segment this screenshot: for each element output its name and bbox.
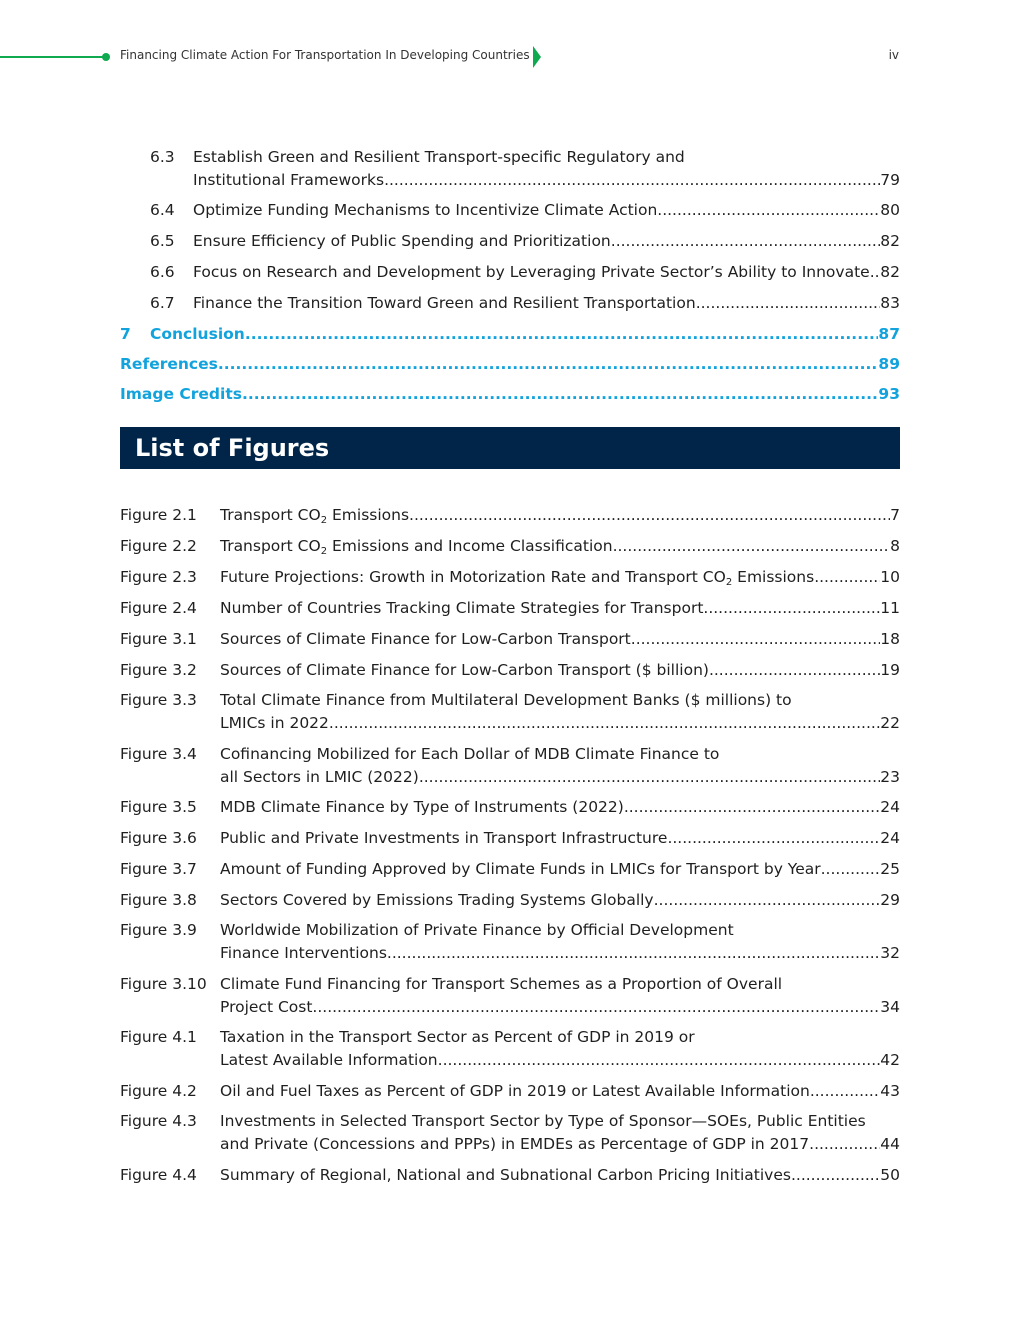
figure-page: 8 (890, 537, 900, 555)
figure-title-line1: Worldwide Mobilization of Private Finance by Official Development (220, 921, 734, 939)
dot-leader (438, 1049, 881, 1072)
figure-title-text: all Sectors in LMIC (2022) (220, 768, 419, 786)
toc-entry-number: 6.7 (150, 294, 175, 312)
figure-title-text: Sectors Covered by Emissions Trading Systems Globally (220, 891, 654, 909)
figure-title (220, 1164, 791, 1187)
toc-chapter-text: Conclusion (150, 325, 245, 343)
toc-chapter-page: 93 (878, 385, 900, 403)
dot-leader (821, 858, 881, 881)
figure-label: Figure 3.8 (120, 891, 197, 909)
figure-title-text: Number of Countries Tracking Climate Strategies for Transport (220, 599, 704, 617)
figure-title-text: and Private (Concessions and PPPs) in EMDEs as Percentage of GDP in 2017 (220, 1135, 810, 1153)
dot-leader (657, 199, 880, 222)
dot-leader (218, 353, 879, 376)
figure-title-text: Emissions and Income Classification (327, 537, 613, 555)
figure-label: Figure 4.3 (120, 1112, 197, 1130)
figure-title-text: MDB Climate Finance by Type of Instruments (2022) (220, 798, 624, 816)
figure-page: 23 (880, 768, 900, 786)
figure-page: 25 (880, 860, 900, 878)
figure-title-text: Latest Available Information (220, 1051, 438, 1069)
figure-title (220, 942, 387, 965)
figure-page: 10 (880, 568, 900, 586)
figure-label: Figure 4.2 (120, 1082, 197, 1100)
running-title: Financing Climate Action For Transportation In Developing Countries (120, 48, 530, 62)
header-rule (0, 56, 104, 58)
figure-title-text: Sources of Climate Finance for Low-Carbon Transport ($ billion) (220, 661, 709, 679)
dot-leader (631, 628, 881, 651)
figure-title-text: Emissions (327, 506, 410, 524)
figure-title (220, 1049, 438, 1072)
figure-page: 44 (880, 1135, 900, 1153)
figure-title-line1: Total Climate Finance from Multilateral Development Banks ($ millions) to (220, 691, 792, 709)
list-of-figures-title: List of Figures (135, 434, 330, 462)
figure-label: Figure 3.7 (120, 860, 197, 878)
figure-title-line1: Cofinancing Mobilized for Each Dollar of MDB Climate Finance to (220, 745, 720, 763)
dot-leader (419, 766, 880, 789)
toc-entry-page: 79 (880, 171, 900, 189)
figure-page: 7 (890, 506, 900, 524)
figure-title (220, 1080, 810, 1103)
dot-leader (613, 535, 891, 558)
figure-page: 22 (880, 714, 900, 732)
dot-leader (696, 292, 881, 315)
figure-page: 34 (880, 998, 900, 1016)
toc-chapter-number: 7 (120, 325, 131, 343)
toc-entry-page: 82 (880, 232, 900, 250)
figure-label: Figure 3.5 (120, 798, 197, 816)
figure-title-text: Emissions (732, 568, 815, 586)
figure-label: Figure 3.4 (120, 745, 197, 763)
figure-page: 43 (880, 1082, 900, 1100)
toc-entry-text: Optimize Funding Mechanisms to Incentivize Climate Action (193, 201, 658, 219)
dot-leader (709, 659, 880, 682)
subscript: 2 (320, 546, 328, 557)
figure-title (220, 996, 312, 1019)
figure-title-text: Summary of Regional, National and Subnational Carbon Pricing Initiatives (220, 1166, 791, 1184)
dot-leader (814, 566, 880, 589)
figure-label: Figure 3.9 (120, 921, 197, 939)
dot-leader (624, 796, 880, 819)
dot-leader (654, 889, 881, 912)
figure-title (220, 1133, 809, 1156)
figure-title (220, 659, 709, 682)
toc-entry-text: Finance the Transition Toward Green and Resilient Transportation (193, 294, 696, 312)
toc-entry-page: 83 (880, 294, 900, 312)
figure-label: Figure 2.4 (120, 599, 197, 617)
figure-title (220, 766, 419, 789)
toc-chapter-text: Image Credits (120, 385, 242, 403)
figure-page: 19 (880, 661, 900, 679)
dot-leader (791, 1164, 880, 1187)
toc-chapter-page: 89 (878, 355, 900, 373)
figure-label: Figure 4.1 (120, 1028, 197, 1046)
figure-page: 11 (880, 599, 900, 617)
dot-leader (312, 996, 880, 1019)
figure-page: 42 (880, 1051, 900, 1069)
figure-title-text: Amount of Funding Approved by Climate Funds in LMICs for Transport by Year (220, 860, 821, 878)
dot-leader (245, 323, 879, 346)
toc-entry-page: 82 (880, 263, 900, 281)
figure-label: Figure 3.3 (120, 691, 197, 709)
figure-title-text: LMICs in 2022 (220, 714, 329, 732)
dot-leader (242, 383, 878, 406)
toc-entry-number: 6.3 (150, 148, 175, 166)
figure-page: 29 (880, 891, 900, 909)
figure-title (220, 858, 821, 881)
dot-leader (810, 1080, 880, 1103)
dot-leader (329, 712, 880, 735)
figure-title (220, 827, 667, 850)
figure-title-text: Finance Interventions (220, 944, 387, 962)
figure-title-text: Transport CO (220, 537, 321, 555)
dot-leader (409, 504, 890, 527)
subscript: 2 (320, 515, 328, 526)
toc-entry-number: 6.4 (150, 201, 175, 219)
dot-leader (384, 169, 880, 192)
figure-title-text: Project Cost (220, 998, 313, 1016)
figure-page: 24 (880, 798, 900, 816)
figure-title (220, 628, 631, 651)
figure-title-text: Sources of Climate Finance for Low-Carbon Transport (220, 630, 631, 648)
page-number: iv (888, 48, 899, 62)
figure-title-text: Transport CO (220, 506, 321, 524)
figure-label: Figure 2.3 (120, 568, 197, 586)
dot-leader (870, 261, 881, 284)
header-arrow-icon (533, 46, 541, 68)
figure-label: Figure 2.2 (120, 537, 197, 555)
toc-chapter-page: 87 (878, 325, 900, 343)
figure-title (220, 796, 624, 819)
figure-title-line1: Investments in Selected Transport Sector by Type of Sponsor—SOEs, Public Entities (220, 1112, 866, 1130)
toc-entry-number: 6.6 (150, 263, 175, 281)
figure-label: Figure 2.1 (120, 506, 197, 524)
figure-title-line1: Taxation in the Transport Sector as Percent of GDP in 2019 or (220, 1028, 695, 1046)
figure-title (220, 597, 703, 620)
figure-title (220, 535, 613, 558)
toc-entry-text-line2: Institutional Frameworks (193, 171, 385, 189)
figure-title (220, 504, 409, 527)
figure-title-line1: Climate Fund Financing for Transport Schemes as a Proportion of Overall (220, 975, 783, 993)
figure-title (220, 566, 814, 589)
figure-page: 24 (880, 829, 900, 847)
figure-page: 18 (880, 630, 900, 648)
dot-leader (809, 1133, 880, 1156)
figure-title (220, 889, 654, 912)
header-dot-icon (102, 53, 110, 61)
figure-page: 50 (880, 1166, 900, 1184)
subscript: 2 (725, 577, 733, 588)
toc-entry-number: 6.5 (150, 232, 175, 250)
figure-title (220, 712, 329, 735)
figure-label: Figure 3.1 (120, 630, 197, 648)
toc-entry-text: Focus on Research and Development by Leveraging Private Sector’s Ability to Innovate (193, 263, 870, 281)
dot-leader (667, 827, 880, 850)
figure-label: Figure 3.6 (120, 829, 197, 847)
figure-label: Figure 4.4 (120, 1166, 197, 1184)
figure-title-text: Public and Private Investments in Transport Infrastructure (220, 829, 668, 847)
figure-label: Figure 3.2 (120, 661, 197, 679)
toc-entry-text: Ensure Efficiency of Public Spending and Prioritization (193, 232, 611, 250)
dot-leader (387, 942, 880, 965)
dot-leader (611, 230, 881, 253)
toc-entry-text-line1: Establish Green and Resilient Transport-specific Regulatory and (193, 148, 685, 166)
toc-entry-page: 80 (880, 201, 900, 219)
figure-label: Figure 3.10 (120, 975, 207, 993)
toc-chapter-text: References (120, 355, 218, 373)
toc-entry-6-3[interactable] (150, 146, 900, 192)
figure-page: 32 (880, 944, 900, 962)
dot-leader (703, 597, 880, 620)
figure-title-text: Oil and Fuel Taxes as Percent of GDP in 2019 or Latest Available Information (220, 1082, 810, 1100)
figure-title-text: Future Projections: Growth in Motorization Rate and Transport CO (220, 568, 726, 586)
